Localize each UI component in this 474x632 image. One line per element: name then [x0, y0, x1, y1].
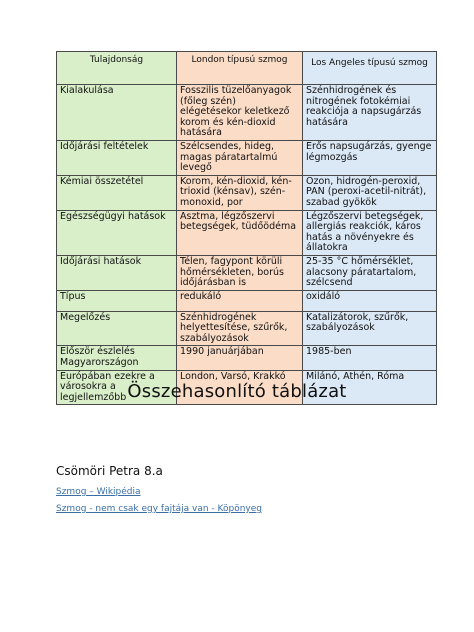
- wikipedia-link[interactable]: Szmog – Wikipédia: [56, 487, 141, 497]
- author-name: Csömöri Petra 8.a: [56, 464, 163, 478]
- table-row: [57, 140, 437, 175]
- table-row: [57, 175, 437, 210]
- table-row: [57, 346, 437, 370]
- row-label: Időjárási hatások: [57, 255, 177, 290]
- table-row: [57, 290, 437, 311]
- los-angeles-cell: Szénhidrogének és nitrogének fotokémiai reakciója a napsugárzás hatására: [303, 85, 437, 141]
- row-label: Kialakulása: [57, 85, 177, 141]
- row-label: Típus: [57, 290, 177, 311]
- row-label: Kémiai összetétel: [57, 175, 177, 210]
- los-angeles-cell: Erős napsugárzás, gyenge légmozgás: [303, 140, 437, 175]
- london-cell: Télen, fagypont körüli hőmérsékleten, borús időjárásban is: [177, 255, 303, 290]
- document-title: Összehasonlító táblázat: [127, 381, 347, 402]
- london-cell: Korom, kén-dioxid, kén-trioxid (kénsav), szén-monoxid, por: [177, 175, 303, 210]
- london-cell: London, Varsó, Krakkó: [177, 370, 303, 405]
- row-label: Európában ezekre a városokra a legjellemzőbb: [57, 370, 177, 405]
- table-header-row: [57, 52, 437, 85]
- row-label: Először észlelés Magyarországon: [57, 346, 177, 370]
- header-london: London típusú szmog: [177, 52, 303, 85]
- koponyeg-link[interactable]: Szmog - nem csak egy fajtája van - Köpönyeg: [56, 504, 263, 514]
- london-cell: 1990 januárjában: [177, 346, 303, 370]
- table-row: [57, 255, 437, 290]
- london-cell: Fosszilis tüzelőanyagok (főleg szén) elégetésekor keletkező korom és kén-dioxid hatására: [177, 85, 303, 141]
- row-label: Egészségügyi hatások: [57, 210, 177, 255]
- los-angeles-cell: oxidáló: [303, 290, 437, 311]
- london-cell: Szélcsendes, hideg, magas páratartalmú levegő: [177, 140, 303, 175]
- los-angeles-cell: Légzőszervi betegségek, allergiás reakciók, káros hatás a növényekre és állatokra: [303, 210, 437, 255]
- row-label: Megelőzés: [57, 311, 177, 346]
- los-angeles-cell: 25-35 °C hőmérséklet, alacsony páratartalom, szélcsend: [303, 255, 437, 290]
- london-cell: Asztma, légzőszervi betegségek, tüdőödéma: [177, 210, 303, 255]
- table-row: [57, 85, 437, 141]
- header-los-angeles: Los Angeles típusú szmog: [303, 52, 437, 85]
- los-angeles-cell: 1985-ben: [303, 346, 437, 370]
- los-angeles-cell: Ózon, hidrogén-peroxid, PAN (peroxi-acetil-nitrát), szabad gyökök: [303, 175, 437, 210]
- los-angeles-cell: Katalizátorok, szűrők, szabályozások: [303, 311, 437, 346]
- london-cell: redukáló: [177, 290, 303, 311]
- row-label: Időjárási feltételek: [57, 140, 177, 175]
- header-property: Tulajdonság: [57, 52, 177, 85]
- table-row: [57, 311, 437, 346]
- los-angeles-cell: Milánó, Athén, Róma: [303, 370, 437, 405]
- london-cell: Szénhidrogének helyettesítése, szűrők, szabályozások: [177, 311, 303, 346]
- table-row: [57, 210, 437, 255]
- comparison-table: [56, 51, 437, 405]
